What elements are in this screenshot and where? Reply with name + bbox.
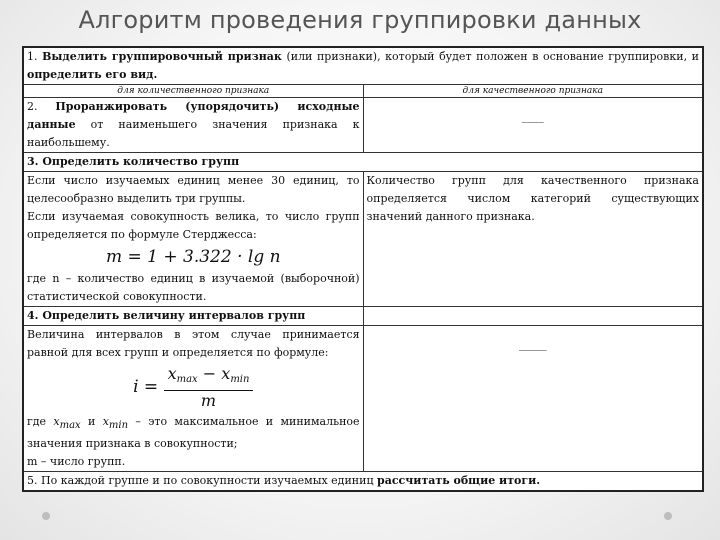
- p2-rest: – это максимальное и минимальное значения признака в совокупности;: [27, 415, 360, 450]
- step-2-dash: ____: [521, 110, 544, 123]
- p2-xmax: x: [53, 415, 60, 428]
- step-2-right-cell: [363, 98, 703, 153]
- decorative-dot-right: [664, 512, 672, 520]
- decorative-dot-left: [42, 512, 50, 520]
- step-4-right-cell: [363, 326, 703, 472]
- step-4-row: [23, 326, 703, 472]
- p2-sub-min: min: [108, 420, 129, 431]
- step-3-row: [23, 172, 703, 307]
- step-5-text: 5. По каждой группе и по совокупности изучаемых единиц: [27, 474, 378, 487]
- step-3-paragraph-1: Если число изучаемых единиц менее 30 единиц, то целесообразно выделить три группы.: [27, 174, 360, 205]
- step-4-dash: _____: [519, 338, 547, 351]
- step-1-text: (или признаки), который будет положен в основание группировки, и: [281, 50, 699, 63]
- formula-minus: −: [202, 364, 217, 383]
- step-4-paragraph-3: m – число групп.: [27, 455, 126, 468]
- interval-formula-numerator: [164, 364, 254, 391]
- p2-pre: где: [27, 415, 54, 428]
- step-5-cell: [23, 472, 703, 492]
- formula-sub-max: max: [176, 374, 198, 385]
- step-2-bold-text: Проранжировать (упорядочить) исходные данные: [27, 100, 360, 131]
- interval-formula-lhs: i =: [133, 377, 159, 397]
- step-1-cell: [23, 47, 703, 85]
- subheader-row: [23, 85, 703, 98]
- step-5-row: [23, 472, 703, 492]
- step-3-paragraph-3: где n – количество единиц в изучаемой (выборочной) статистической совокупности.: [27, 272, 360, 303]
- sturges-formula: m = 1 + 3.322 · lg n: [105, 247, 281, 267]
- step-4-header: 4. Определить величину интервалов групп: [23, 307, 363, 326]
- subheader-qualitative: для качественного признака: [363, 85, 703, 98]
- interval-formula-fraction: [164, 364, 254, 411]
- step-4-left-cell: [23, 326, 363, 472]
- step-4-header-right: [363, 307, 703, 326]
- step-1-row: [23, 47, 703, 85]
- step-3-header: 3. Определить количество групп: [23, 153, 703, 172]
- step-3-left-cell: [23, 172, 363, 307]
- subheader-quantitative: для количественного признака: [23, 85, 363, 98]
- formula-x-max: x: [167, 364, 177, 383]
- step-3-right-cell: Количество групп для качественного признака определяется числом категорий существующих значений данного признака.: [363, 172, 703, 307]
- step-5-bold-text: рассчитать общие итоги.: [377, 474, 541, 487]
- step-4-header-row: [23, 307, 703, 326]
- step-2-row: [23, 98, 703, 153]
- step-2-left-cell: [23, 98, 363, 153]
- step-2-text: от наименьшего значения признака к наибольшему.: [27, 118, 360, 149]
- step-4-paragraph-2: [27, 413, 360, 453]
- p2-xmin: x: [102, 415, 109, 428]
- step-1-number: 1.: [27, 50, 38, 63]
- step-1-bold-end: определить его вид.: [27, 68, 158, 81]
- algorithm-table: [22, 46, 704, 492]
- interval-formula-denominator: m: [200, 391, 217, 410]
- step-3-paragraph-2: Если изучаемая совокупность велика, то число групп определяется по формуле Стерджесса:: [27, 210, 360, 241]
- p2-sub-max: max: [59, 420, 81, 431]
- step-1-bold-text: Выделить группировочный признак: [42, 50, 282, 63]
- slide-title: Алгоритм проведения группировки данных: [78, 6, 642, 34]
- step-4-paragraph-1: Величина интервалов в этом случае принимается равной для всех групп и определяется по формуле:: [27, 328, 360, 359]
- step-2-number: 2.: [27, 100, 38, 113]
- p2-and: и: [80, 415, 103, 428]
- interval-formula: [27, 362, 360, 413]
- step-3-header-row: [23, 153, 703, 172]
- formula-sub-min: min: [230, 374, 250, 385]
- formula-x-min: x: [221, 364, 231, 383]
